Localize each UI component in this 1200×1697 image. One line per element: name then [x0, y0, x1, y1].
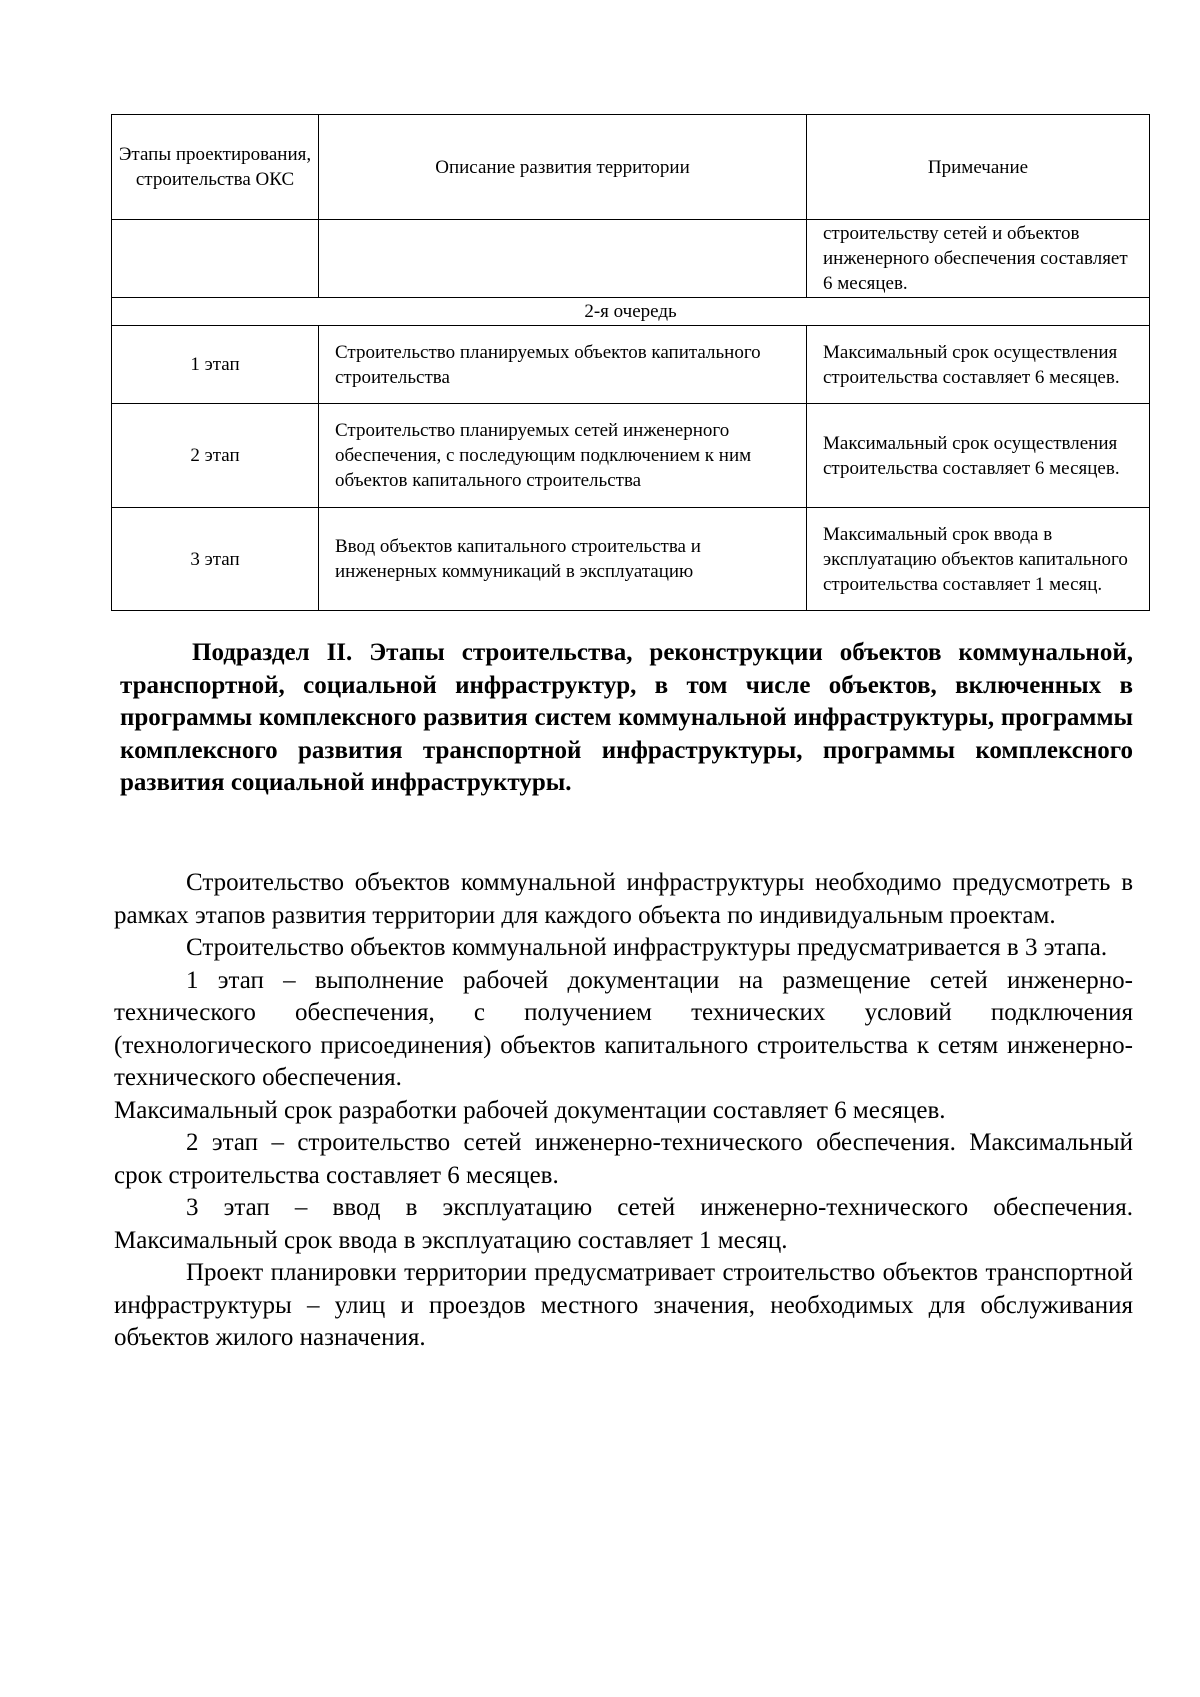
table-row [112, 326, 1150, 404]
cell-stage: 3 этап [112, 508, 319, 611]
cell-note: Максимальный срок ввода в эксплуатацию объектов капитального строительства составляет 1 месяц. [807, 508, 1150, 611]
cell-stage [112, 220, 319, 298]
table-row [112, 404, 1150, 508]
cell-description: Строительство планируемых объектов капитального строительства [319, 326, 807, 404]
header-stages: Этапы проектирования, строительства ОКС [112, 115, 319, 220]
cell-description: Строительство планируемых сетей инженерного обеспечения, с последующим подключением к ним объектов капитального строительства [319, 404, 807, 508]
cell-note: Максимальный срок осуществления строительства составляет 6 месяцев. [807, 326, 1150, 404]
table-row [112, 508, 1150, 611]
cell-stage: 2 этап [112, 404, 319, 508]
paragraph: Строительство объектов коммунальной инфраструктуры предусматривается в 3 этапа. [186, 934, 1108, 961]
paragraph: Проект планировки территории предусматривает строительство объектов транспортной инфраструктуры – улиц и проездов местного значения, необходимых для обслуживания объектов жилого назначения. [114, 1259, 1133, 1351]
stages-table [111, 114, 1150, 611]
table-row-continuation [112, 220, 1150, 298]
table-header-row [112, 115, 1150, 220]
subsection-heading: Подраздел II. Этапы строительства, реконструкции объектов коммунальной, транспортной, социальной инфраструктур, в том числе объектов, включенных в программы комплексного развития систем коммунальной инфраструктуры, программы комплексного развития транспортной инфраструктуры, программы комплексного развития социальной инфраструктуры. [120, 639, 1133, 797]
cell-stage: 1 этап [112, 326, 319, 404]
paragraph: 3 этап – ввод в эксплуатацию сетей инженерно-технического обеспечения. Максимальный срок ввода в эксплуатацию составляет 1 месяц. [114, 1194, 1133, 1254]
cell-note: строительству сетей и объектов инженерного обеспечения составляет 6 месяцев. [807, 220, 1150, 298]
table-row-queue [112, 298, 1150, 326]
paragraph: 2 этап – строительство сетей инженерно-технического обеспечения. Максимальный срок строительства составляет 6 месяцев. [114, 1129, 1133, 1189]
cell-note: Максимальный срок осуществления строительства составляет 6 месяцев. [807, 404, 1150, 508]
paragraph: Максимальный срок разработки рабочей документации составляет 6 месяцев. [114, 1096, 946, 1124]
paragraph: 1 этап – выполнение рабочей документации на размещение сетей инженерно-технического обеспечения, с получением технических условий подключения (технологического присоединения) объектов капитального строительства к сетям инженерно-технического обеспечения. [114, 966, 1133, 1091]
header-description: Описание развития территории [319, 115, 807, 220]
header-note: Примечание [807, 115, 1150, 220]
paragraph: Строительство объектов коммунальной инфраструктуры необходимо предусмотреть в рамках этапов развития территории для каждого объекта по индивидуальным проектам. [114, 869, 1133, 929]
cell-description: Ввод объектов капитального строительства и инженерных коммуникаций в эксплуатацию [319, 508, 807, 611]
cell-description [319, 220, 807, 298]
body-text [114, 867, 1133, 1355]
queue-label: 2-я очередь [112, 298, 1150, 326]
